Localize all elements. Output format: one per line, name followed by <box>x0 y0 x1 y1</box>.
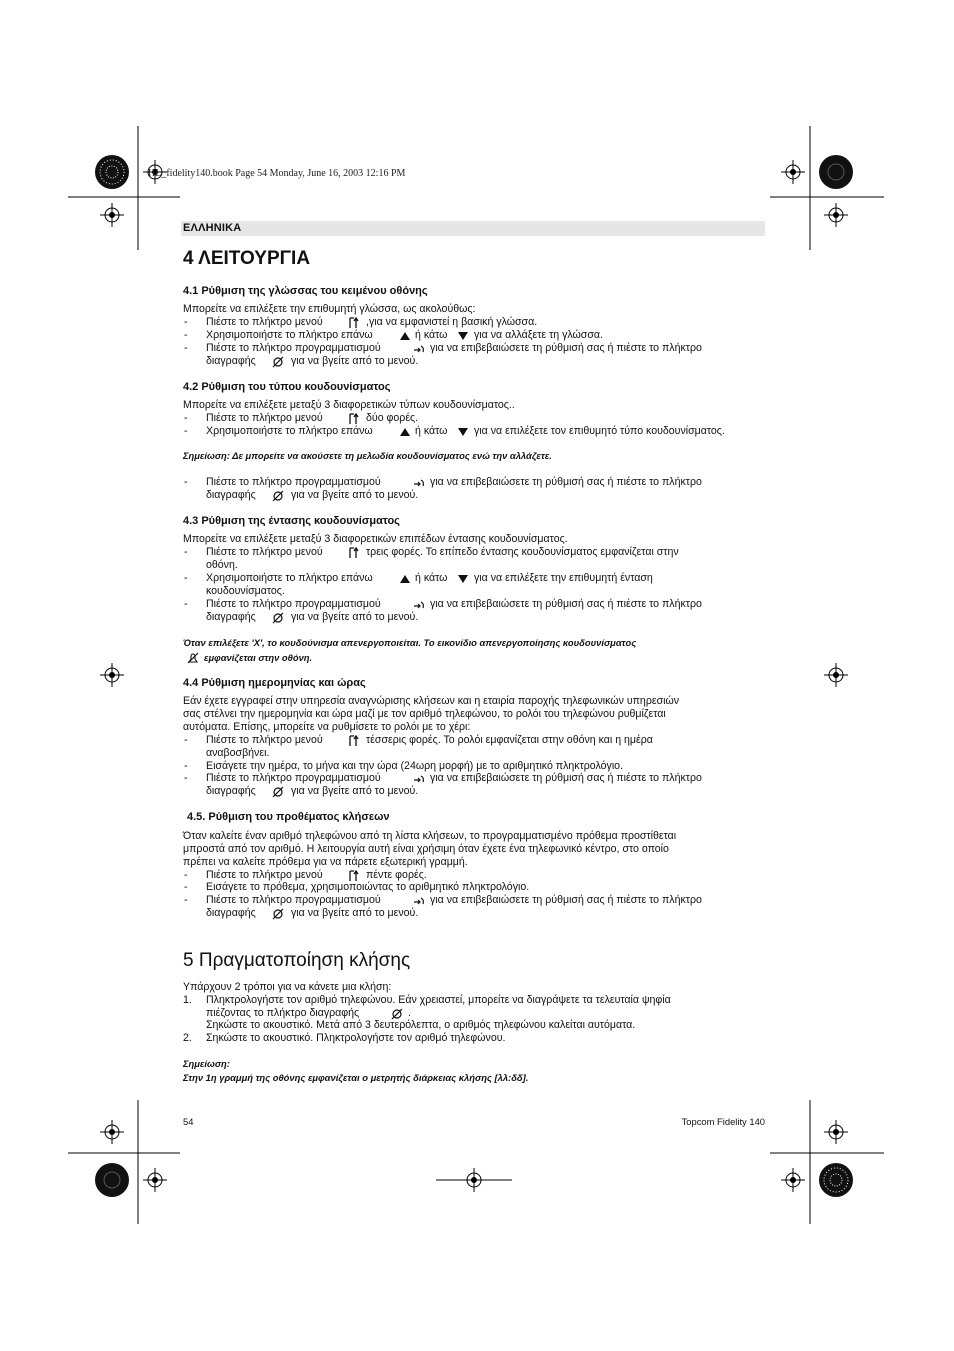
text-5-i1a: Πληκτρολογήστε τον αριθμό τηλεφώνου. Εάν χρειαστεί, μπορείτε να διαγράψετε τα τελευταία ψηφία <box>206 994 671 1006</box>
text-5-intro: Υπάρχουν 2 τρόποι για να κάνετε μια κλήση: <box>183 981 392 993</box>
menu-key-icon <box>348 735 362 747</box>
down-arrow-icon <box>456 426 470 438</box>
bullet-dash: - <box>184 316 188 328</box>
note-5-label: Σημείωση: <box>183 1058 230 1069</box>
delete-key-icon <box>271 786 285 798</box>
program-key-icon <box>412 477 426 489</box>
note-4-2: Σημείωση: Δε μπορείτε να ακούσετε τη μελωδία κουδουνίσματος ενώ την αλλάζετε. <box>183 450 552 461</box>
program-key-icon <box>412 895 426 907</box>
text-4-4-p1: Εάν έχετε εγγραφεί στην υπηρεσία αναγνώρισης κλήσεων και η εταιρία παροχής τηλεφωνικών υπηρεσιών <box>183 695 680 707</box>
text-4-2-b3a: Πιέστε το πλήκτρο προγραμματισμού <box>206 476 381 488</box>
text-4-1-intro: Μπορείτε να επιλέξετε την επιθυμητή γλώσσα, ως ακολούθως: <box>183 303 476 315</box>
up-arrow-icon <box>398 573 412 585</box>
text-4-1-b2a: Χρησιμοποιήστε το πλήκτρο επάνω <box>206 329 373 341</box>
delete-key-icon <box>271 908 285 920</box>
bullet-dash: - <box>184 329 188 341</box>
bullet-dash: - <box>184 734 188 746</box>
heading-4-2: 4.2 Ρύθμιση του τύπου κουδουνίσματος <box>183 381 391 393</box>
text-5-i1c: . <box>408 1007 411 1019</box>
text-4-5-p3: πρέπει να καλείτε πρόθεμα για να πάρετε εξωτερική γραμμή. <box>183 856 468 868</box>
delete-key-icon <box>271 612 285 624</box>
text-4-4-b3c: διαγραφής <box>206 785 256 797</box>
down-arrow-icon <box>456 573 470 585</box>
text-4-3-b3b: για να επιβεβαιώσετε τη ρύθμισή σας ή πιέστε το πλήκτρο <box>430 598 702 610</box>
up-arrow-icon <box>398 426 412 438</box>
text-4-1-b3c: διαγραφής <box>206 355 256 367</box>
text-4-3-intro: Μπορείτε να επιλέξετε μεταξύ 3 διαφορετικών επιπέδων έντασης κουδουνίσματος. <box>183 533 568 545</box>
language-label: ΕΛΛΗΝΙΚΑ <box>183 222 242 234</box>
heading-4-4: 4.4 Ρύθμιση ημερομηνίας και ώρας <box>183 677 366 689</box>
starburst-mark-bottom-right <box>819 1163 853 1197</box>
text-4-5-b3b: για να επιβεβαιώσετε τη ρύθμισή σας ή πιέστε το πλήκτρο <box>430 894 702 906</box>
text-5-i2: Σηκώστε το ακουστικό. Πληκτρολογήστε τον αριθμό τηλεφώνου. <box>206 1032 506 1044</box>
bullet-dash: - <box>184 425 188 437</box>
text-4-2-b2a: Χρησιμοποιήστε το πλήκτρο επάνω <box>206 425 373 437</box>
text-4-3-b1b: τρεις φορές. Το επίπεδο έντασης κουδουνίσματος εμφανίζεται στην <box>366 546 679 558</box>
down-arrow-icon <box>456 330 470 342</box>
heading-4-1: 4.1 Ρύθμιση της γλώσσας του κειμένου οθόνης <box>183 285 428 297</box>
starburst-mark-top-left <box>95 155 129 189</box>
text-4-3-b1c: οθόνη. <box>206 559 238 571</box>
text-4-2-b3c: διαγραφής <box>206 489 256 501</box>
text-4-4-b1c: αναβοσβήνει. <box>206 747 270 759</box>
heading-4-3: 4.3 Ρύθμιση της έντασης κουδουνίσματος <box>183 515 400 527</box>
text-4-3-b1a: Πιέστε το πλήκτρο μενού <box>206 546 323 558</box>
text-4-1-b2b: ή κάτω <box>415 329 448 341</box>
text-4-5-p1: Όταν καλείτε έναν αριθμό τηλεφώνου από τη λίστα κλήσεων, το προγραμματισμένο πρόθεμα προστίθεται <box>183 830 677 842</box>
text-4-4-p2: σας στέλνει την ημερομηνία και ώρα μαζί με τον αριθμό τηλεφώνου, το ρολόι του τηλεφώνου ρυθμίζεται <box>183 708 666 720</box>
text-4-4-b1b: τέσσερις φορές. Το ρολόι εμφανίζεται στην οθόνη και η ημέρα <box>366 734 653 746</box>
text-4-3-b3d: για να βγείτε από το μενού. <box>291 611 419 623</box>
text-4-5-b2: Εισάγετε το πρόθεμα, χρησιμοποιώντας το αριθμητικό πληκτρολόγιο. <box>206 881 530 893</box>
text-4-5-b1a: Πιέστε το πλήκτρο μενού <box>206 869 323 881</box>
delete-key-icon <box>271 356 285 368</box>
heading-4-5: 4.5. Ρύθμιση του προθέματος κλήσεων <box>187 811 390 823</box>
text-4-2-intro: Μπορείτε να επιλέξετε μεταξύ 3 διαφορετικών τύπων κουδουνίσματος.. <box>183 399 515 411</box>
starburst-mark-bottom-left <box>95 1163 129 1197</box>
bullet-dash: - <box>184 881 188 893</box>
program-key-icon <box>412 343 426 355</box>
text-5-i1d: Σηκώστε το ακουστικό. Μετά από 3 δευτερόλεπτα, ο αριθμός τηλεφώνου καλείται αυτόματα. <box>206 1019 636 1031</box>
bullet-dash: - <box>184 476 188 488</box>
text-4-1-b3d: για να βγείτε από το μενού. <box>291 355 419 367</box>
text-4-3-b2c: για να επιλέξετε την επιθυμητή ένταση <box>474 572 653 584</box>
bullet-dash: - <box>184 869 188 881</box>
text-4-1-b1a: Πιέστε το πλήκτρο μενού <box>206 316 323 328</box>
text-4-2-b1a: Πιέστε το πλήκτρο μενού <box>206 412 323 424</box>
text-4-3-b3a: Πιέστε το πλήκτρο προγραμματισμού <box>206 598 381 610</box>
text-4-5-b1b: πέντε φορές. <box>366 869 427 881</box>
bullet-dash: - <box>184 760 188 772</box>
bullet-dash: - <box>184 342 188 354</box>
text-4-5-p2: μπροστά από τον αριθμό. Η λειτουργία αυτή είναι χρήσιμη όταν έχετε ένα τηλεφωνικό κέντρο, στο οποίο <box>183 843 669 855</box>
text-4-3-b2d: κουδουνίσματος. <box>206 585 285 597</box>
note-4-3-line2: εμφανίζεται στην οθόνη. <box>204 652 313 663</box>
text-4-2-b3d: για να βγείτε από το μενού. <box>291 489 419 501</box>
bullet-dash: - <box>184 572 188 584</box>
text-4-5-b3c: διαγραφής <box>206 907 256 919</box>
text-4-3-b3c: διαγραφής <box>206 611 256 623</box>
text-4-1-b2c: για να αλλάξετε τη γλώσσα. <box>474 329 603 341</box>
delete-key-icon <box>271 490 285 502</box>
program-key-icon <box>412 773 426 785</box>
list-number-1: 1. <box>183 994 192 1006</box>
note-4-3-line1: Όταν επιλέξετε 'X', το κουδούνισμα απενεργοποιείται. Το εικονίδιο απενεργοποίησης κουδουνίσματος <box>183 637 637 648</box>
note-5-text: Στην 1η γραμμή της οθόνης εμφανίζεται ο μετρητής διάρκειας κλήσης [λλ:δδ]. <box>183 1072 529 1083</box>
section-5-title: 5 Πραγματοποίηση κλήσης <box>183 950 411 971</box>
bullet-dash: - <box>184 772 188 784</box>
program-key-icon <box>412 599 426 611</box>
text-4-4-b3b: για να επιβεβαιώσετε τη ρύθμισή σας ή πιέστε το πλήκτρο <box>430 772 702 784</box>
text-4-4-p3: αυτόματα. Επίσης, μπορείτε να ρυθμίσετε το ρολόι με το χέρι: <box>183 721 471 733</box>
text-4-4-b3d: για να βγείτε από το μενού. <box>291 785 419 797</box>
book-info-line: HL_fidelity140.book Page 54 Monday, June 16, 2003 12:16 PM <box>148 168 406 179</box>
text-4-5-b3d: για να βγείτε από το μενού. <box>291 907 419 919</box>
up-arrow-icon <box>398 330 412 342</box>
menu-key-icon <box>348 317 362 329</box>
bullet-dash: - <box>184 598 188 610</box>
product-name: Topcom Fidelity 140 <box>681 1116 765 1127</box>
section-4-title: 4 ΛΕΙΤΟΥΡΓΙΑ <box>183 248 311 269</box>
menu-key-icon <box>348 413 362 425</box>
starburst-mark-top-right <box>819 155 853 189</box>
bullet-dash: - <box>184 546 188 558</box>
bullet-dash: - <box>184 894 188 906</box>
text-4-3-b2a: Χρησιμοποιήστε το πλήκτρο επάνω <box>206 572 373 584</box>
text-4-2-b2c: για να επιλέξετε τον επιθυμητό τύπο κουδουνίσματος. <box>474 425 725 437</box>
text-4-5-b3a: Πιέστε το πλήκτρο προγραμματισμού <box>206 894 381 906</box>
text-4-2-b2b: ή κάτω <box>415 425 448 437</box>
text-4-2-b1b: δύο φορές. <box>366 412 419 424</box>
text-4-1-b3a: Πιέστε το πλήκτρο προγραμματισμού <box>206 342 381 354</box>
text-4-1-b3b: για να επιβεβαιώσετε τη ρύθμισή σας ή πιέστε το πλήκτρο <box>430 342 702 354</box>
menu-key-icon <box>348 547 362 559</box>
bullet-dash: - <box>184 412 188 424</box>
text-5-i1b: πιέζοντας το πλήκτρο διαγραφής <box>206 1007 360 1019</box>
text-4-4-b2: Εισάγετε την ημέρα, το μήνα και την ώρα (24ωρη μορφή) με το αριθμητικό πληκτρολόγιο. <box>206 760 624 772</box>
language-header-bar <box>181 221 765 236</box>
list-number-2: 2. <box>183 1032 192 1044</box>
text-4-3-b2b: ή κάτω <box>415 572 448 584</box>
text-4-2-b3b: για να επιβεβαιώσετε τη ρύθμισή σας ή πιέστε το πλήκτρο <box>430 476 702 488</box>
text-4-4-b3a: Πιέστε το πλήκτρο προγραμματισμού <box>206 772 381 784</box>
text-4-4-b1a: Πιέστε το πλήκτρο μενού <box>206 734 323 746</box>
text-4-1-b1b: ,για να εμφανιστεί η βασική γλώσσα. <box>366 316 538 328</box>
ringer-off-icon <box>186 652 200 664</box>
page-number: 54 <box>183 1116 194 1127</box>
